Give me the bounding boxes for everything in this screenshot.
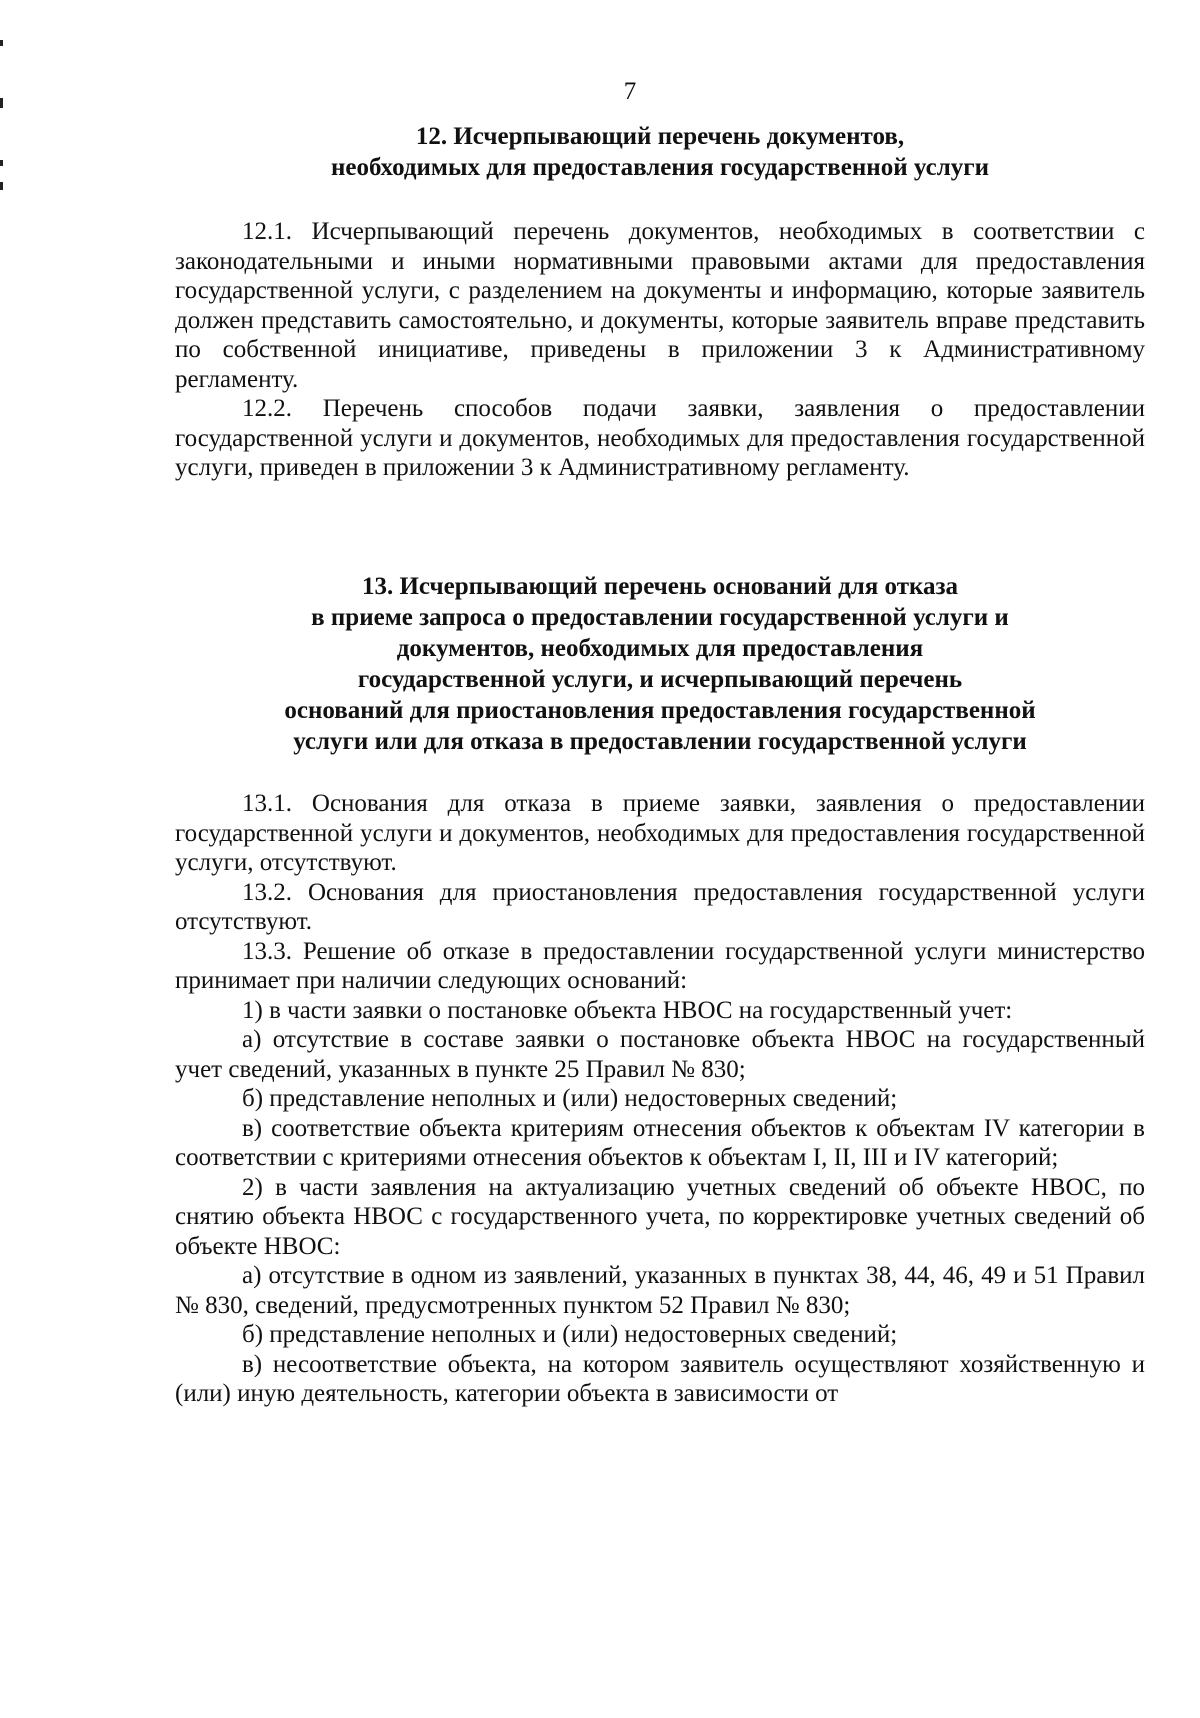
heading-line: оснований для приостановления предоставления государственной [284, 697, 1036, 724]
paragraph-12-1: 12.1. Исчерпывающий перечень документов, необходимых в соответствии с законодательными и иными нормативными правовыми актами для предоставления государственной услуги, с разделением на документы и информацию, которые заявитель должен представить самостоятельно, и документы, которые заявитель вправе представить по собственной инициативе, приведены в приложении 3 к Административному регламенту. [175, 218, 1145, 393]
list-item-1-c: в) соответствие объекта критериям отнесения объектов к объектам IV категории в соответствии с критериями отнесения объектов к объектам I, II, III и IV категорий; [175, 1114, 1145, 1171]
paragraph-13-2: 13.2. Основания для приостановления предоставления государственной услуги отсутствуют. [175, 878, 1145, 935]
section-12-body [175, 217, 1145, 483]
list-item-1-b: б) представление неполных и (или) недостоверных сведений; [242, 1085, 898, 1112]
page-number: 7 [623, 78, 637, 105]
list-item-2: 2) в части заявления на актуализацию учетных сведений об объекте НВОС, по снятию объекта НВОС с государственного учета, по корректировке учетных сведений об объекте НВОС: [175, 1173, 1145, 1260]
section-12-heading [175, 121, 1145, 183]
list-item-1-a: а) отсутствие в составе заявки о постановке объекта НВОС на государственный учет сведений, указанных в пункте 25 Правил № 830; [175, 1026, 1145, 1083]
scan-edge-mark [0, 160, 3, 166]
list-item-2-b: б) представление неполных и (или) недостоверных сведений; [242, 1321, 898, 1348]
section-13-heading [175, 571, 1145, 757]
heading-line: услуги или для отказа в предоставлении государственной услуги [293, 728, 1027, 755]
heading-line: 12. Исчерпывающий перечень документов, [415, 123, 905, 150]
heading-line: в приеме запроса о предоставлении государственной услуги и [311, 604, 1009, 631]
section-13-body [175, 789, 1145, 1409]
list-item-1: 1) в части заявки о постановке объекта НВОС на государственный учет: [242, 996, 1013, 1024]
heading-line: 13. Исчерпывающий перечень оснований для отказа [361, 573, 959, 600]
heading-line: государственной услуги, и исчерпывающий перечень [357, 666, 963, 693]
scan-edge-mark [0, 182, 3, 190]
scan-edge-mark [0, 40, 3, 46]
list-item-2-c: в) несоответствие объекта, на котором заявитель осуществляют хозяйственную и (или) иную деятельность, категории объекта в зависимости от [175, 1350, 1145, 1407]
paragraph-13-1: 13.1. Основания для отказа в приеме заявки, заявления о предоставлении государственной услуги и документов, необходимых для предоставления государственной услуги, отсутствуют. [175, 790, 1145, 876]
list-item-2-a: а) отсутствие в одном из заявлений, указанных в пунктах 38, 44, 46, 49 и 51 Правил № 830, сведений, предусмотренных пунктом 52 Правил № 830; [175, 1262, 1145, 1319]
paragraph-13-3: 13.3. Решение об отказе в предоставлении государственной услуги министерство принимает при наличии следующих оснований: [175, 937, 1145, 994]
heading-line: необходимых для предоставления государственной услуги [331, 154, 989, 181]
paragraph-12-2: 12.2. Перечень способов подачи заявки, заявления о предоставлении государственной услуги и документов, необходимых для предоставления государственной услуги, приведен в приложении 3 к Административному регламенту. [175, 395, 1145, 481]
heading-line: документов, необходимых для предоставления [396, 635, 924, 662]
